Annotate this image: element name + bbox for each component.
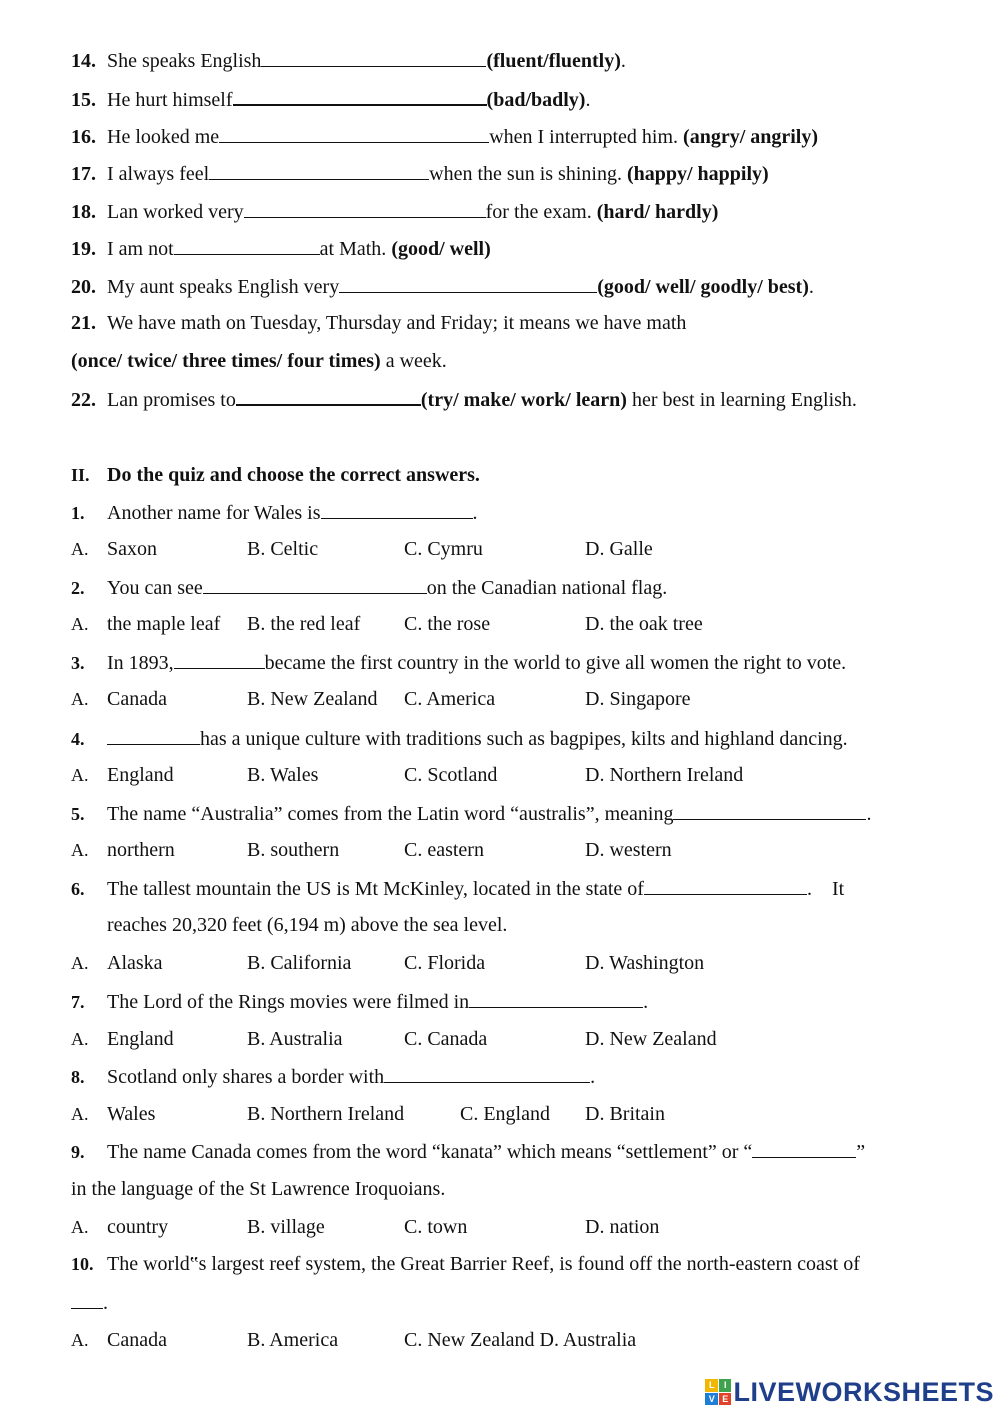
question-text-after: ” xyxy=(856,1141,866,1163)
option-text: England xyxy=(107,1028,174,1050)
answer-blank[interactable] xyxy=(384,1064,590,1083)
option-text: Alaska xyxy=(107,952,163,974)
question-number: 5. xyxy=(71,804,85,824)
section-number: II. xyxy=(71,465,90,485)
question-text-after: . xyxy=(472,502,478,524)
option-text: England xyxy=(107,764,174,786)
quiz-question-10 xyxy=(71,1252,860,1276)
answer-blank[interactable] xyxy=(261,48,486,67)
question-text-after: on the Canadian national flag. xyxy=(426,577,668,599)
option-c[interactable]: C. Cymru xyxy=(404,538,483,560)
item-hint[interactable]: (once/ twice/ three times/ four times) xyxy=(71,350,381,372)
option-d[interactable]: D. western xyxy=(585,839,672,861)
logo-letter: L xyxy=(705,1379,718,1392)
option-letter: A. xyxy=(71,953,89,973)
quiz-question-5 xyxy=(71,801,871,826)
item-text: I always feel xyxy=(107,163,210,185)
question-text-after: has a unique culture with traditions such as bagpipes, kilts and highland dancing. xyxy=(200,728,848,750)
option-b[interactable]: B. New Zealand xyxy=(247,688,378,710)
quiz-question-4 xyxy=(71,726,848,751)
item-text-after: when the sun is shining. xyxy=(429,163,627,185)
logo-letter: I xyxy=(719,1379,732,1392)
answer-blank[interactable] xyxy=(236,386,421,406)
option-letter: A. xyxy=(71,614,89,634)
question-number: 7. xyxy=(71,992,85,1012)
quiz-question-2 xyxy=(71,575,667,600)
answer-blank[interactable] xyxy=(244,199,486,218)
question-text: You can see xyxy=(107,577,203,599)
section-title: Do the quiz and choose the correct answers. xyxy=(107,464,480,486)
item-number: 17. xyxy=(71,163,96,185)
item-text: Lan worked very xyxy=(107,201,244,223)
option-c[interactable]: C. America xyxy=(404,688,496,710)
answer-blank[interactable] xyxy=(174,650,265,669)
item-hint: (happy/ happily) xyxy=(626,163,769,185)
question-text-after: became the first country in the world to give all women the right to vote. xyxy=(264,652,847,674)
question-number: 1. xyxy=(71,503,85,523)
question-text: Scotland only shares a border with xyxy=(107,1066,385,1088)
option-letter: A. xyxy=(71,840,89,860)
option-c[interactable]: C. Canada xyxy=(404,1028,488,1050)
exercise-item-19 xyxy=(71,236,491,261)
item-text-after: for the exam. xyxy=(485,201,597,223)
item-hint: (good/ well/ goodly/ best) xyxy=(597,276,809,298)
quiz-question-7 xyxy=(71,989,648,1014)
item-number: 14. xyxy=(71,50,96,72)
item-hint: (angry/ angrily) xyxy=(683,126,819,148)
item-text: Lan promises to xyxy=(107,389,236,411)
item-hint: (hard/ hardly) xyxy=(596,201,719,223)
question-text: The Lord of the Rings movies were filmed in xyxy=(107,991,470,1013)
question-text: In 1893, xyxy=(107,652,174,674)
option-b[interactable]: B. California xyxy=(247,952,352,974)
option-d[interactable]: D. Singapore xyxy=(585,688,691,710)
logo-letter: V xyxy=(705,1393,718,1406)
question-text-after: . It xyxy=(806,878,845,900)
option-text: country xyxy=(107,1216,169,1238)
option-letter: A. xyxy=(71,539,89,559)
item-hint: (good/ well) xyxy=(391,238,491,260)
question-number: 8. xyxy=(71,1067,85,1087)
answer-blank[interactable] xyxy=(233,86,487,106)
quiz-question-10-line2 xyxy=(71,1290,108,1315)
question-number: 9. xyxy=(71,1142,85,1162)
option-text: the maple leaf xyxy=(107,613,221,635)
liveworksheets-logo xyxy=(705,1377,994,1407)
option-a[interactable] xyxy=(71,1102,155,1126)
option-c[interactable]: C. Florida xyxy=(404,952,486,974)
answer-blank[interactable] xyxy=(673,801,866,820)
option-c[interactable]: C. town xyxy=(404,1216,468,1238)
quiz-question-1 xyxy=(71,500,478,525)
answer-blank[interactable] xyxy=(644,876,807,895)
option-d[interactable]: D. nation xyxy=(585,1216,660,1238)
question-number: 3. xyxy=(71,653,85,673)
question-text: The name “Australia” comes from the Latin word “australis”, meaning xyxy=(107,803,674,825)
section-heading xyxy=(71,463,480,487)
question-text: The name Canada comes from the word “kanata” which means “settlement” or “ xyxy=(107,1141,753,1163)
exercise-item-21 xyxy=(71,311,686,335)
logo-text: LIVEWORKSHEETS xyxy=(733,1376,994,1407)
exercise-item-20 xyxy=(71,274,814,299)
item-end: . xyxy=(585,89,591,111)
exercise-item-15 xyxy=(71,86,590,112)
item-number: 18. xyxy=(71,201,96,223)
option-a[interactable] xyxy=(71,1328,167,1352)
option-d[interactable]: D. the oak tree xyxy=(585,613,703,635)
option-text: Wales xyxy=(107,1103,156,1125)
option-letter: A. xyxy=(71,765,89,785)
item-text: My aunt speaks English very xyxy=(107,276,340,298)
exercise-item-21-line2 xyxy=(71,349,447,373)
option-b[interactable]: B. Wales xyxy=(247,764,319,786)
item-text: We have math on Tuesday, Thursday and Friday; it means we have math xyxy=(107,312,687,334)
logo-letter: E xyxy=(719,1393,732,1406)
option-b[interactable]: B. the red leaf xyxy=(247,613,361,635)
answer-blank[interactable] xyxy=(107,726,200,745)
question-text: The world‟s largest reef system, the Great Barrier Reef, is found off the north-eastern coast of xyxy=(107,1253,860,1275)
item-text: He looked me xyxy=(107,126,220,148)
option-b[interactable]: B. Australia xyxy=(247,1028,343,1050)
item-hint: (try/ make/ work/ learn) xyxy=(420,389,627,411)
item-number: 21. xyxy=(71,312,96,334)
option-text: Saxon xyxy=(107,538,157,560)
option-a[interactable] xyxy=(71,687,167,711)
item-hint: (fluent/fluently) xyxy=(486,50,621,72)
quiz-question-6-line2: reaches 20,320 feet (6,194 m) above the sea level. xyxy=(107,914,508,936)
option-letter: A. xyxy=(71,689,89,709)
logo-mark-icon xyxy=(705,1379,731,1405)
item-number: 22. xyxy=(71,389,96,411)
quiz-question-3 xyxy=(71,650,846,675)
option-d[interactable]: D. Washington xyxy=(585,952,705,974)
quiz-question-8 xyxy=(71,1064,595,1089)
answer-blank[interactable] xyxy=(339,274,597,293)
quiz-question-9 xyxy=(71,1139,865,1164)
answer-blank[interactable] xyxy=(174,236,320,255)
option-a[interactable] xyxy=(71,763,174,787)
option-b[interactable]: B. Celtic xyxy=(247,538,319,560)
option-letter: A. xyxy=(71,1330,89,1350)
option-text: Canada xyxy=(107,1329,167,1351)
item-end: . xyxy=(620,50,626,72)
answer-blank[interactable] xyxy=(321,500,473,519)
item-text: He hurt himself xyxy=(107,89,233,111)
answer-blank[interactable] xyxy=(203,575,427,594)
option-a[interactable] xyxy=(71,838,175,862)
question-number: 2. xyxy=(71,578,85,598)
answer-blank[interactable] xyxy=(752,1139,856,1158)
item-text: I am not xyxy=(107,238,174,260)
option-c[interactable]: C. eastern xyxy=(404,839,484,861)
answer-blank[interactable] xyxy=(71,1290,103,1309)
item-end: her best in learning English. xyxy=(626,389,857,411)
option-d[interactable]: D. New Zealand xyxy=(585,1028,717,1050)
question-text: The tallest mountain the US is Mt McKinley, located in the state of xyxy=(107,878,644,900)
exercise-item-17 xyxy=(71,161,769,186)
item-text-after: at Math. xyxy=(319,238,392,260)
option-c-and-d[interactable]: C. New Zealand D. Australia xyxy=(404,1329,637,1351)
option-a[interactable] xyxy=(71,951,163,975)
option-d[interactable]: D. Galle xyxy=(585,538,653,560)
item-hint: (bad/badly) xyxy=(486,89,586,111)
question-number: 6. xyxy=(71,879,85,899)
item-text-after: when I interrupted him. xyxy=(489,126,684,148)
option-letter: A. xyxy=(71,1217,89,1237)
item-end: . xyxy=(808,276,814,298)
option-a[interactable] xyxy=(71,612,220,636)
item-number: 16. xyxy=(71,126,96,148)
exercise-item-18 xyxy=(71,199,718,224)
option-a[interactable] xyxy=(71,1215,168,1239)
option-letter: A. xyxy=(71,1029,89,1049)
question-number: 10. xyxy=(71,1254,94,1274)
item-text-after: a week. xyxy=(380,350,447,372)
option-text: northern xyxy=(107,839,175,861)
quiz-question-6 xyxy=(71,876,844,901)
exercise-item-16 xyxy=(71,124,818,149)
item-number: 15. xyxy=(71,89,96,111)
option-c[interactable]: C. England xyxy=(460,1103,550,1125)
question-text-after: . xyxy=(643,991,649,1013)
question-text-after: . xyxy=(590,1066,596,1088)
exercise-item-14 xyxy=(71,48,626,73)
question-text-after: . xyxy=(103,1292,108,1314)
answer-blank[interactable] xyxy=(209,161,429,180)
option-b[interactable]: B. America xyxy=(247,1329,339,1351)
option-a[interactable] xyxy=(71,1027,174,1051)
item-text: She speaks English xyxy=(107,50,262,72)
answer-blank[interactable] xyxy=(219,124,489,143)
question-text-after: . xyxy=(866,803,872,825)
option-d[interactable]: D. Britain xyxy=(585,1103,665,1125)
question-number: 4. xyxy=(71,729,85,749)
option-b[interactable]: B. southern xyxy=(247,839,340,861)
answer-blank[interactable] xyxy=(469,989,643,1008)
exercise-item-22 xyxy=(71,386,857,412)
option-letter: A. xyxy=(71,1104,89,1124)
item-number: 20. xyxy=(71,276,96,298)
option-text: Canada xyxy=(107,688,167,710)
option-a[interactable] xyxy=(71,537,157,561)
question-text: Another name for Wales is xyxy=(107,502,321,524)
item-number: 19. xyxy=(71,238,96,260)
option-c[interactable]: C. Scotland xyxy=(404,764,498,786)
option-d[interactable]: D. Northern Ireland xyxy=(585,764,744,786)
option-c[interactable]: C. the rose xyxy=(404,613,491,635)
option-b[interactable]: B. Northern Ireland xyxy=(247,1103,405,1125)
quiz-question-9-line2: in the language of the St Lawrence Iroquoians. xyxy=(71,1178,446,1200)
option-b[interactable]: B. village xyxy=(247,1216,325,1238)
